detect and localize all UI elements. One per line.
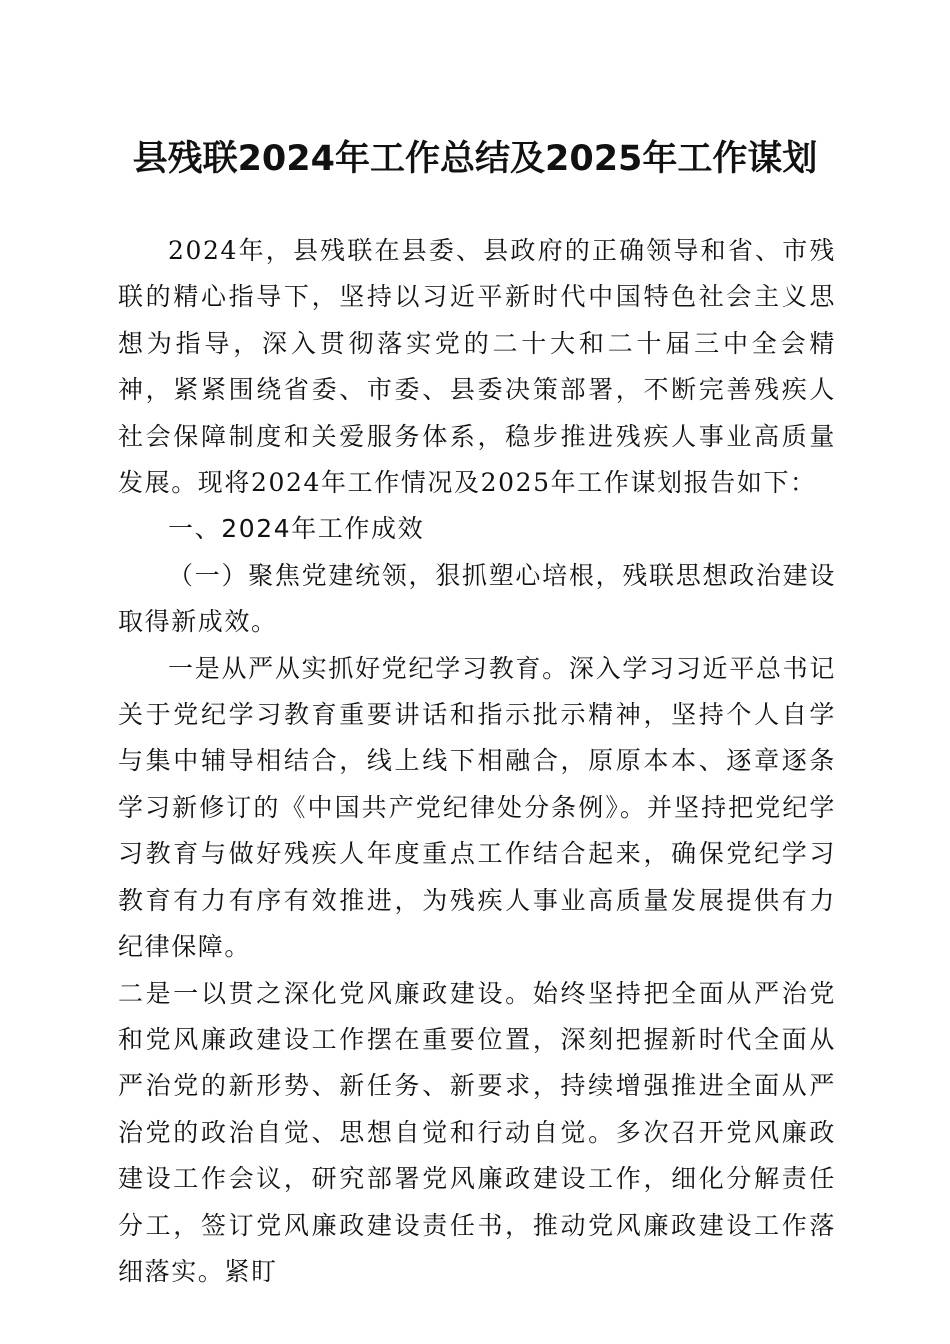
item-paragraph-1: 一是从严从实抓好党纪学习教育。深入学习习近平总书记关于党纪学习教育重要讲话和指示批示精神，坚持个人自学与集中辅导相结合，线上线下相融合，原原本本、逐章逐条学习新修订的《中国共产党纪律处分条例》。并坚持把党纪学习教育与做好残疾人年度重点工作结合起来，确保党纪学习教育有力有序有效推进，为残疾人事业高质量发展提供有力纪律保障。	[118, 653, 836, 962]
section-heading: 一、2024年工作成效	[168, 514, 425, 544]
subsection-heading: （一）聚焦党建统领，狠抓塑心培根，残联思想政治建设取得新成效。	[118, 560, 836, 637]
intro-paragraph: 2024年，县残联在县委、县政府的正确领导和省、市残联的精心指导下，坚持以习近平新时代中国特色社会主义思想为指导，深入贯彻落实党的二十大和二十届三中全会精神，紧紧围绕省委、市委、县委决策部署，不断完善残疾人社会保障制度和关爱服务体系，稳步推进残疾人事业高质量发展。现将2024年工作情况及2025年工作谋划报告如下：	[118, 236, 836, 498]
document-body	[118, 228, 836, 1295]
item-paragraph-2: 二是一以贯之深化党风廉政建设。始终坚持把全面从严治党和党风廉政建设工作摆在重要位置，深刻把握新时代全面从严治党的新形势、新任务、新要求，持续增强推进全面从严治党的政治自觉、思想自觉和行动自觉。多次召开党风廉政建设工作会议，研究部署党风廉政建设工作，细化分解责任分工，签订党风廉政建设责任书，推动党风廉政建设工作落细落实。紧盯	[118, 978, 836, 1286]
document-title: 县残联2024年工作总结及2025年工作谋划	[132, 139, 818, 179]
